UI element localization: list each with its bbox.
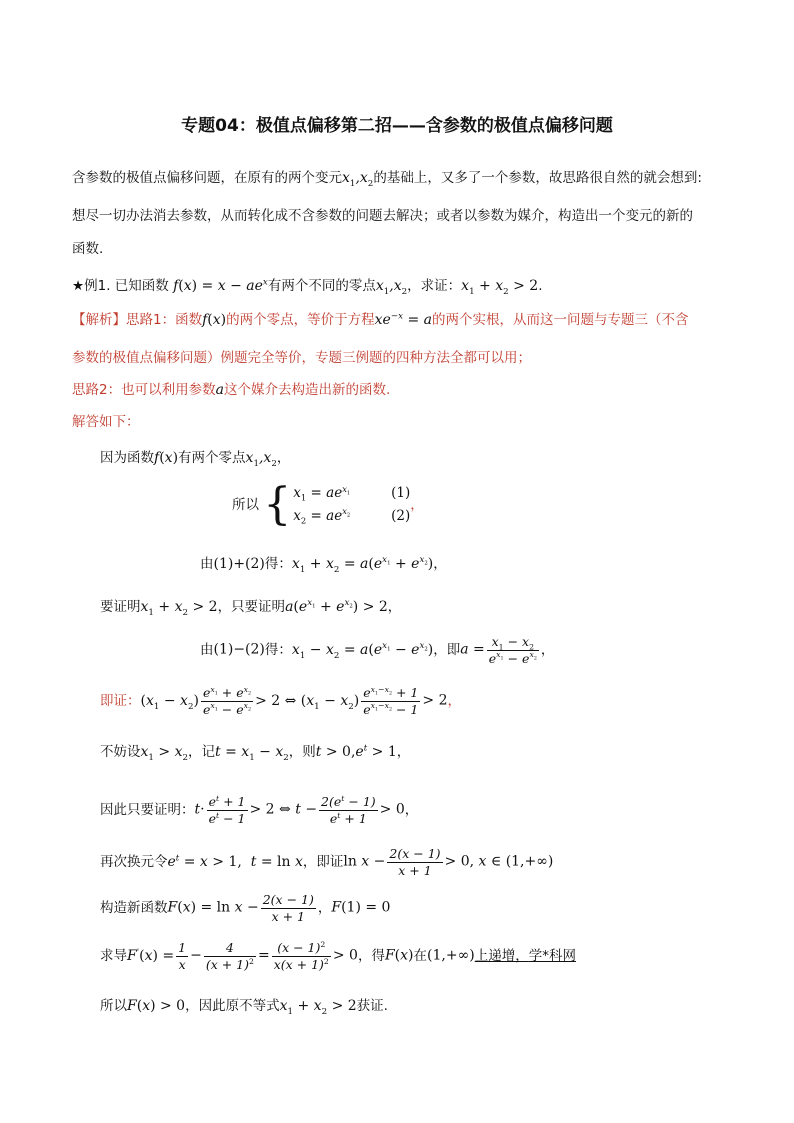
fraction-ratio-1: $\frac{e^{x_1} + e^{x_2}}{e^{x_1} - e^{x_2}}$	[202, 684, 252, 717]
fraction-t-1: $\frac{e^t + 1}{e^t - 1}$	[208, 793, 246, 826]
analysis-line-2: 参数的极值点偏移问题）例题完全等价，专题三例题的四种方法全都可以用；	[72, 350, 531, 366]
analysis-line-1: 【解析】思路1：函数f(x)的两个零点，等价于方程$xe^{-x} = a$的两个实根，从而这一问题与专题三（不含	[72, 311, 689, 328]
fraction-ln-1: $\frac{2(x - 1)}{x + 1}$	[389, 846, 441, 878]
math-equation: $xe^{-x} = a$	[374, 311, 432, 328]
equation-system: 所以 { $x_1 = ae^{x_1}$ (1) $x_2 = ae^{x_2}$ (2) ，	[232, 478, 424, 530]
solution-heading: 解答如下：	[72, 414, 140, 430]
fraction-t-2: $\frac{2(e^t - 1)}{e^t + 1}$	[321, 793, 376, 826]
math-claim: $x_1 + x_2 > 2$	[461, 278, 539, 297]
watermark-text: 学*科网	[528, 948, 576, 965]
solution-line-12: 所以F(x) > 0，因此原不等式$x_1 + x_2 > 2$获证.	[100, 998, 388, 1017]
fraction-derivative: $\frac{(x - 1)^2}{x(x + 1)^2}$	[273, 939, 329, 972]
solution-line-5: 由(1)−(2)得：$x_1 - x_2 = a(e^{x_1} - e^{x_2})$，即a = $\frac{x_1 - x_2}{e^{x_1} - e^{x_2}}$ ，	[200, 634, 555, 666]
fraction-a: $\frac{x_1 - x_2}{e^{x_1} - e^{x_2}}$	[488, 634, 537, 666]
solution-line-9: 再次换元令$e^t = x > 1$, t = ln x，即证ln x − $\frac{2(x - 1)}{x + 1}$ > 0, x ∈ (1,+∞)	[100, 846, 554, 878]
solution-line-6: 即证：$(x_1 - x_2)$ $\frac{e^{x_1} + e^{x_2}}{e^{x_1} - e^{x_2}}$ > 2 ⇔ $(x_1 - x_2)$ $\frac{e^{x_1-x_2} + 1}{e^{x_1-x_2} - 1}$ > 2，	[100, 684, 461, 717]
solution-line-10: 构造新函数F(x) = ln x − $\frac{2(x - 1)}{x + 1}$ ，F(1) = 0	[100, 892, 391, 924]
solution-line-7: 不妨设$x_1 > x_2$，记$t = x_1 - x_2$，则$t > 0,e^t > 1$，	[100, 743, 411, 763]
fraction-ratio-2: $\frac{e^{x_1-x_2} + 1}{e^{x_1-x_2} - 1}$	[363, 684, 419, 717]
fraction-ln-2: $\frac{2(x - 1)}{x + 1}$	[262, 892, 314, 924]
intro-line-1: 含参数的极值点偏移问题，在原有的两个变元$x_1,x_2$的基础上，又多了一个参数，故思路很自然的就会想到:	[72, 170, 702, 189]
solution-line-4: 要证明$x_1 + x_2 > 2$，只要证明$a(e^{x_1} + e^{x_2}) > 2$，	[100, 598, 402, 618]
solution-line-1: 因为函数f(x)有两个零点$x_1,x_2$，	[100, 450, 291, 469]
solution-line-8: 因此只要证明：t· $\frac{e^t + 1}{e^t - 1}$ > 2 ⇔ t − $\frac{2(e^t - 1)}{e^t + 1}$ > 0，	[100, 793, 419, 826]
intro-line-2: 想尽一切办法消去参数，从而转化成不含参数的问题去解决；或者以参数为媒介，构造出一个变元的新的	[72, 208, 693, 224]
analysis-tag: 【解析】	[72, 312, 126, 328]
math-x1x2: $x_1,x_2$	[342, 170, 374, 189]
math-fx-def: $f(x) = x - ae^x$	[173, 277, 268, 294]
example-1: ★例1. 已知函数 $f(x) = x - ae^x$有两个不同的零点$x_1,x_2$，求证：$x_1 + x_2 > 2$.	[72, 277, 543, 297]
solution-line-11: 求导F'(x) = $\frac{1}{x}$ − $\frac{4}{(x + 1)^2}$ = $\frac{(x - 1)^2}{x(x + 1)^2}$ > 0，得F(x)在(1,+∞)上递增，学*科网	[100, 939, 576, 972]
page-title: 专题04：极值点偏移第二招——含参数的极值点偏移问题	[181, 116, 613, 136]
solution-line-3: 由(1)+(2)得：$x_1 + x_2 = a(e^{x_1} + e^{x_2})$，	[200, 555, 447, 575]
analysis-line-3: 思路2：也可以利用参数a这个媒介去构造出新的函数.	[72, 382, 391, 398]
left-brace: {	[263, 478, 292, 530]
intro-line-3: 函数.	[72, 241, 104, 257]
